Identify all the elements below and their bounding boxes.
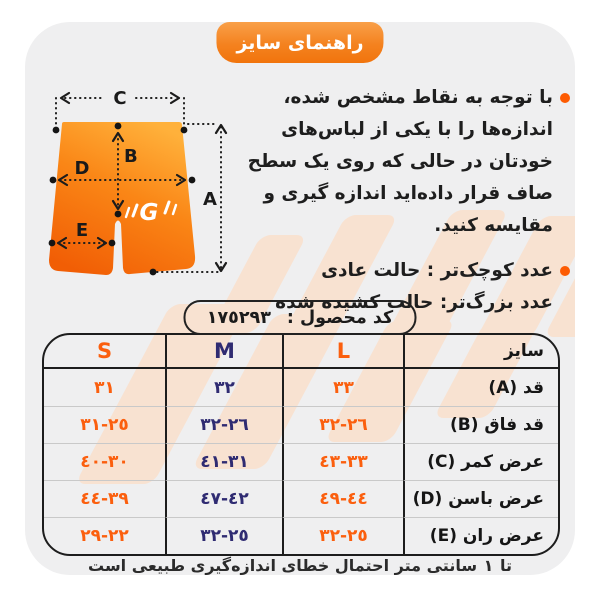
- cell-C-M: ٣١-٤١: [165, 443, 282, 480]
- instructions-list: [241, 82, 553, 319]
- cell-C-S: ٣٠-٤٠: [44, 443, 165, 480]
- label-C: C: [113, 88, 127, 109]
- size-table: [42, 333, 560, 556]
- cell-B-L: ٢٦-٣٢: [282, 406, 403, 443]
- label-D: D: [74, 158, 90, 179]
- note-number: ١: [483, 556, 494, 575]
- product-code-badge: [184, 300, 417, 335]
- col-header-M: M: [165, 335, 282, 369]
- cell-E-S: ٢٢-٢٩: [44, 517, 165, 554]
- page-title: راهنمای سایز: [236, 31, 364, 54]
- product-code-value: ١٧٥٢٩٣: [206, 307, 271, 328]
- label-B: B: [124, 146, 138, 167]
- instruction-text: با توجه به نقاط مشخص شده، اندازه‌ها را با یکی از لباس‌های خودتان در حالی که روی یک سطح صاف قرار داده‌اید اندازه گیری و مقایسه کنید.: [247, 87, 553, 236]
- instruction-line-small: عدد کوچک‌تر : حالت عادی: [321, 260, 553, 281]
- note-suffix: سانتی متر احتمال خطای اندازه‌گیری طبیعی است: [88, 556, 483, 575]
- label-A: A: [203, 189, 217, 210]
- cell-C-L: ٣٣-٤٣: [282, 443, 403, 480]
- row-label-E: عرض ران (E): [403, 517, 558, 554]
- label-E: E: [75, 220, 89, 241]
- cell-B-M: ٢٦-٣٢: [165, 406, 282, 443]
- col-header-size: سایز: [403, 335, 558, 369]
- instruction-item-measure: [241, 82, 553, 242]
- cell-E-M: ٢٥-٣٢: [165, 517, 282, 554]
- cell-D-S: ٣٩-٤٤: [44, 480, 165, 517]
- cell-A-S: ٣١: [94, 377, 115, 398]
- row-label-D: عرض باسن (D): [403, 480, 558, 517]
- shorts-graphic: [49, 122, 195, 275]
- size-guide-panel: [25, 22, 575, 575]
- cell-A-L: ٣٣: [282, 369, 403, 406]
- cell-E-L: ٢٥-٣٢: [282, 517, 403, 554]
- cell-B-S: ٢٥-٣١: [44, 406, 165, 443]
- cell-D-M: ٤٢-٤٧: [165, 480, 282, 517]
- shorts-measurement-diagram: [38, 84, 243, 294]
- measurement-tolerance-note: [25, 556, 575, 575]
- size-guide-title-badge: [216, 22, 383, 63]
- col-header-S: S: [44, 335, 165, 369]
- row-label-A: قد (A): [403, 369, 558, 406]
- note-prefix: تا: [494, 556, 512, 575]
- row-label-B: قد فاق (B): [403, 406, 558, 443]
- col-header-L: L: [282, 335, 403, 369]
- instruction-line-large: عدد بزرگ‌تر: حالت کشیده شده: [275, 292, 553, 313]
- row-label-C: عرض کمر (C): [403, 443, 558, 480]
- product-code-label: کد محصول :: [286, 307, 394, 328]
- cell-A-M: ٣٢: [165, 369, 282, 406]
- cell-D-L: ٤٤-٤٩: [282, 480, 403, 517]
- brand-logo-letter: G: [139, 200, 159, 226]
